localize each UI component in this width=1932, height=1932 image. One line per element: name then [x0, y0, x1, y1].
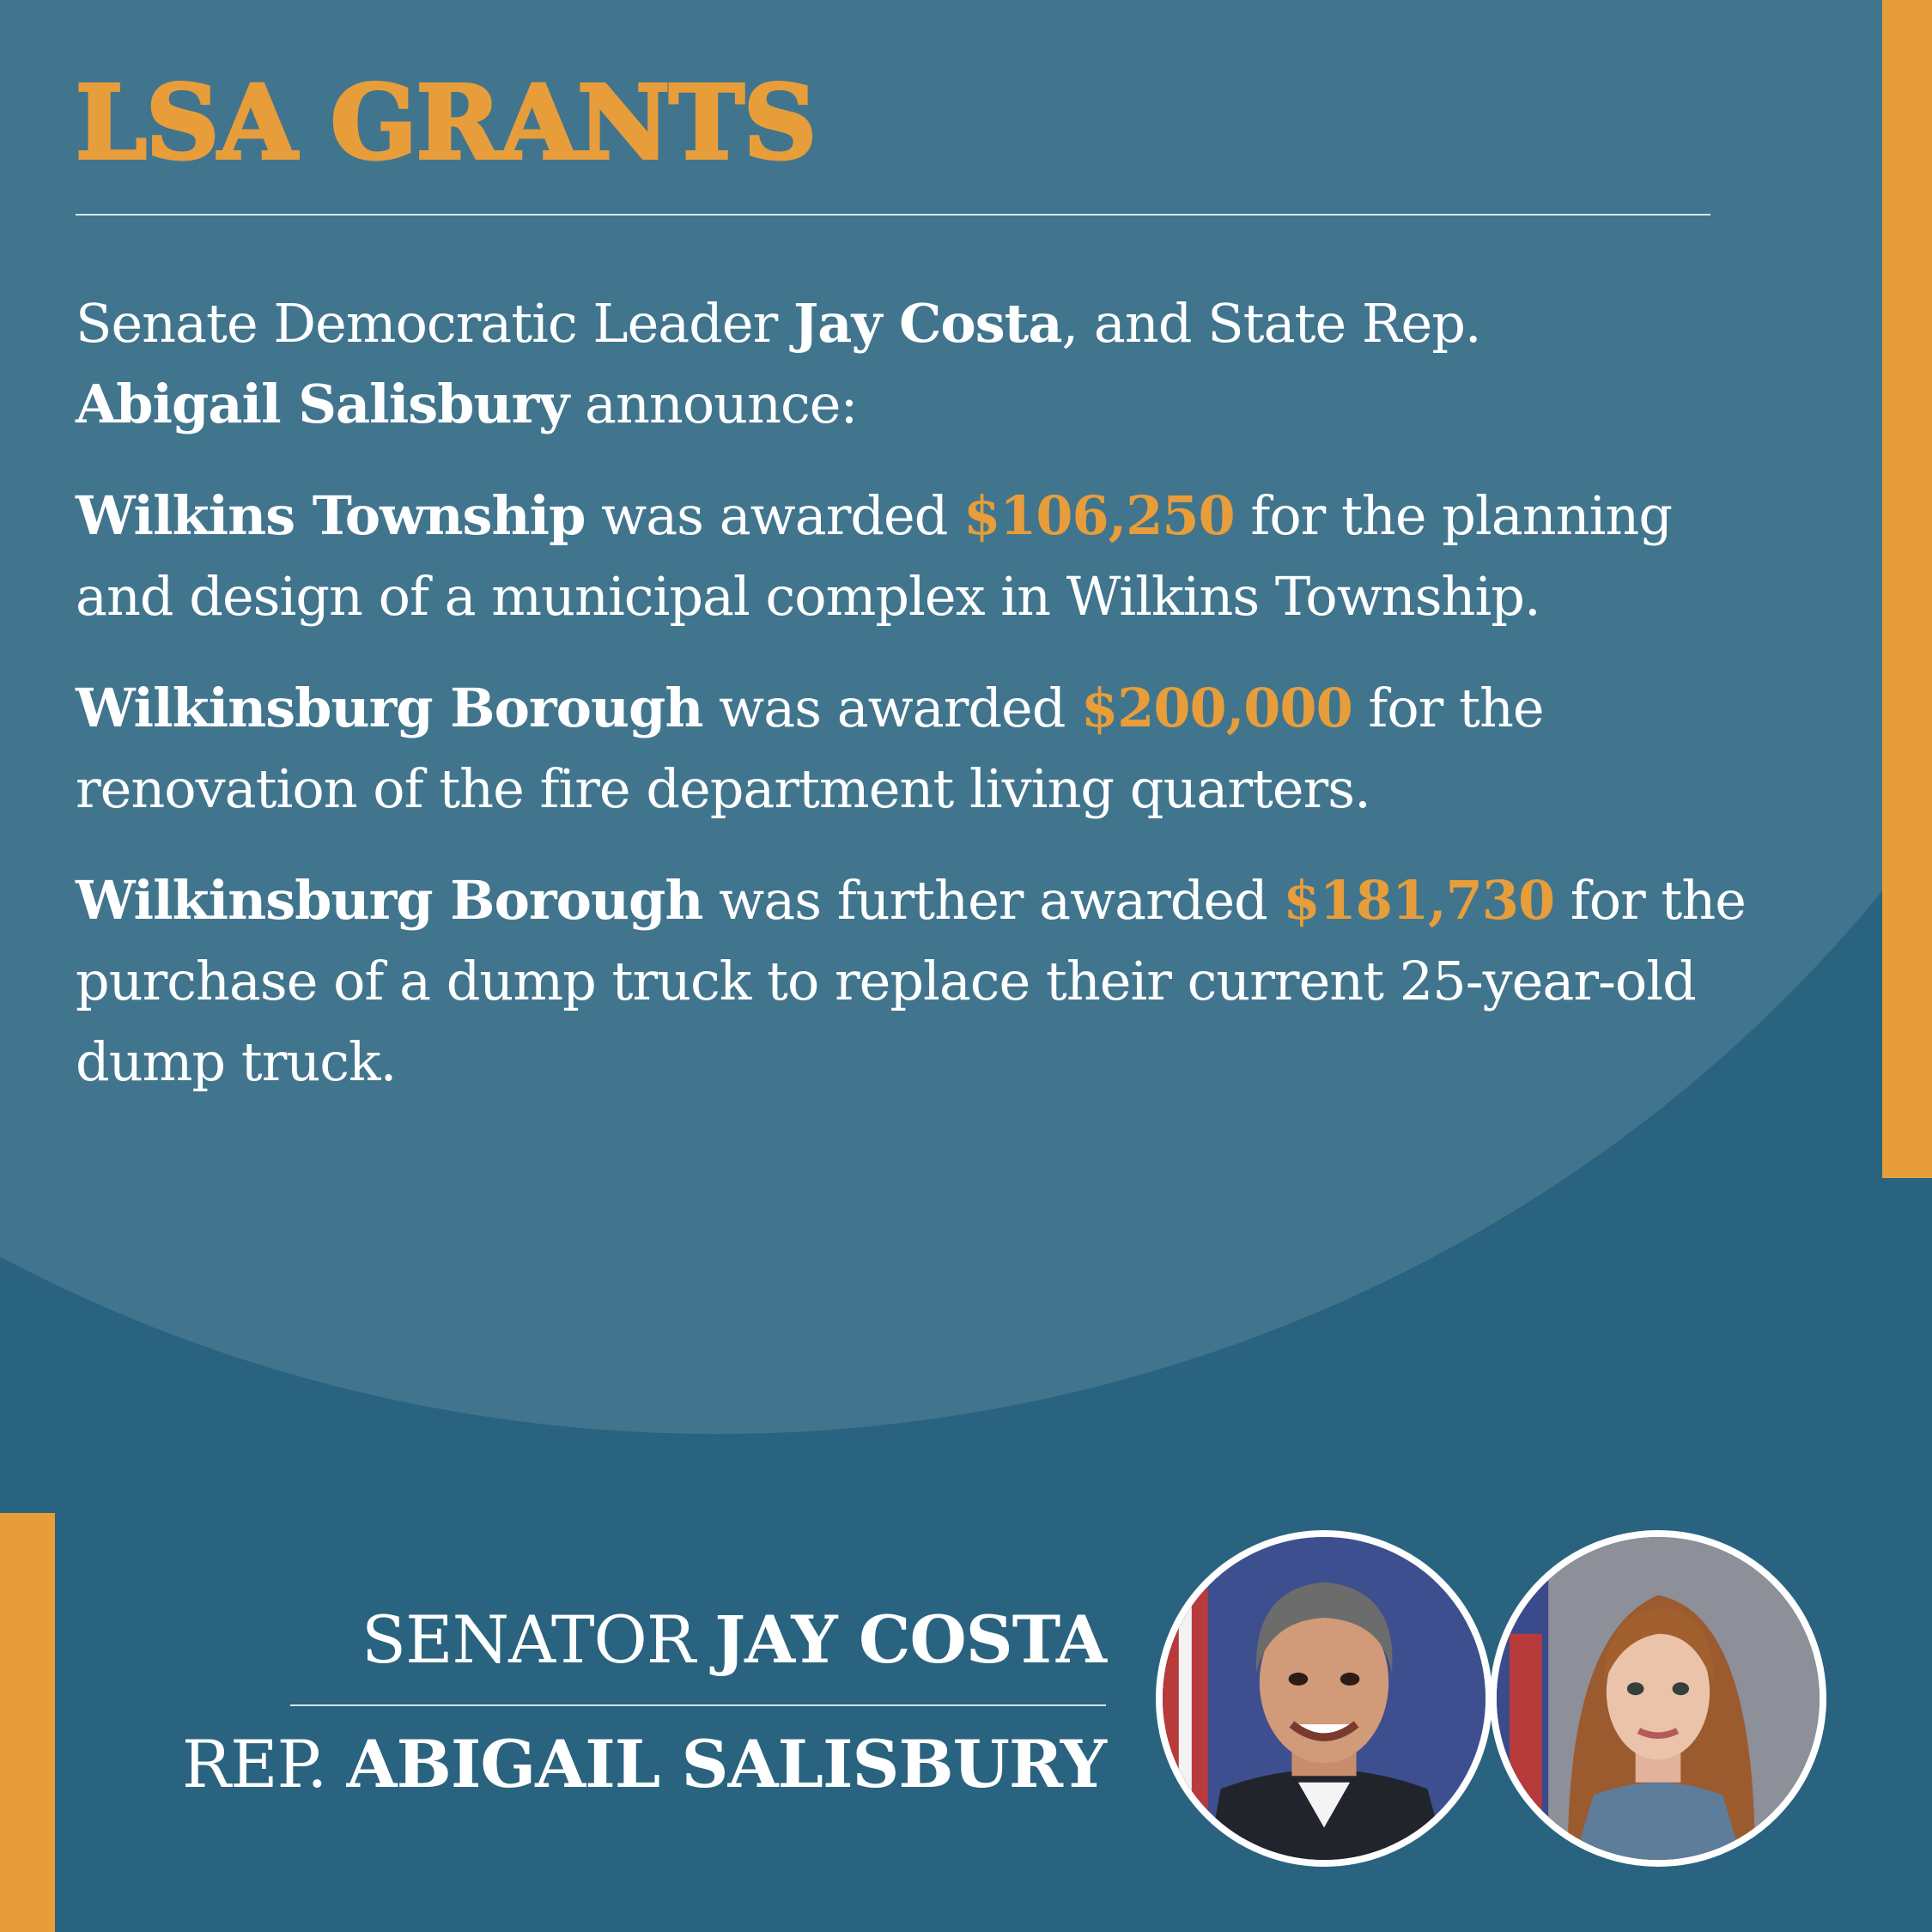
grant-paragraph — [76, 476, 1759, 637]
grant-verb: was awarded — [585, 484, 964, 547]
intro-prefix: Senate Democratic Leader — [76, 292, 793, 355]
official-rep — [182, 1722, 1106, 1807]
officials-divider — [290, 1704, 1106, 1706]
grant-amount: $106,250 — [963, 484, 1235, 547]
accent-bar-left — [0, 1513, 55, 1932]
grant-amount: $181,730 — [1283, 869, 1555, 932]
intro-paragraph — [76, 283, 1759, 445]
official-name: JAY COSTA — [714, 1601, 1106, 1678]
portrait-abigail-salisbury — [1490, 1530, 1826, 1867]
official-role: REP. — [181, 1726, 347, 1802]
grant-paragraph — [76, 668, 1759, 829]
rep-name: Abigail Salisbury — [76, 373, 569, 435]
intro-middle: , and State Rep. — [1061, 292, 1481, 355]
grant-recipient: Wilkinsburg Borough — [76, 869, 703, 932]
portrait-costa-illustration — [1163, 1537, 1485, 1860]
grant-verb: was further awarded — [702, 869, 1284, 932]
intro-suffix: announce: — [568, 373, 858, 435]
portrait-jay-costa — [1156, 1530, 1492, 1867]
officials-block — [182, 1597, 1106, 1807]
official-role: SENATOR — [361, 1601, 715, 1678]
official-name: ABIGAIL SALISBURY — [346, 1726, 1106, 1802]
announcement-body — [76, 283, 1759, 1133]
grant-purpose: for the renovation of the fire department living quarters. — [76, 677, 1544, 820]
portrait-salisbury-illustration — [1497, 1537, 1820, 1860]
grant-purpose: for the planning and design of a municipal complex in Wilkins Township. — [76, 484, 1673, 628]
leader-name: Jay Costa — [793, 292, 1062, 355]
page-title: LSA GRANTS — [76, 63, 817, 182]
grant-recipient: Wilkins Township — [76, 484, 586, 547]
accent-bar-right — [1882, 0, 1932, 1178]
official-senator — [182, 1597, 1106, 1683]
grant-paragraph — [76, 860, 1759, 1103]
grant-purpose: for the purchase of a dump truck to replace their current 25-year-old dump truck. — [76, 869, 1746, 1093]
grant-recipient: Wilkinsburg Borough — [76, 677, 703, 739]
title-divider — [76, 214, 1710, 216]
grant-amount: $200,000 — [1081, 677, 1352, 739]
grant-verb: was awarded — [702, 677, 1082, 739]
